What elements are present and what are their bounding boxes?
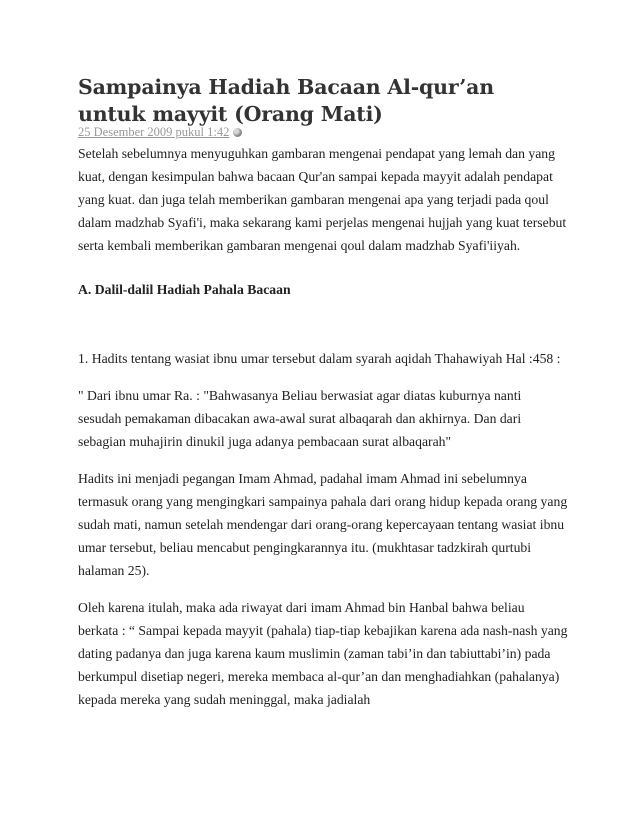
document-page <box>78 74 568 711</box>
quote-paragraph: " Dari ibnu umar Ra. : "Bahwasanya Beliau berwasiat agar diatas kuburnya nanti sesudah pemakaman dibacakan awa-awal surat albaqarah dan akhirnya. Dan dari sebagian muhajirin dinukil juga adanya pembacaan surat albaqarah" <box>78 388 522 449</box>
post-date-link[interactable]: 25 Desember 2009 pukul 1:42 <box>78 125 230 139</box>
article-title: Sampainya Hadiah Bacaan Al-qur’an untuk mayyit (Orang Mati) <box>78 75 494 126</box>
section-heading: A. Dalil-dalil Hadiah Pahala Bacaan <box>78 282 291 297</box>
imam-ahmad-riwayat-paragraph: Oleh karena itulah, maka ada riwayat dari imam Ahmad bin Hanbal bahwa beliau berkata : “ Sampai kepada mayyit (pahala) tiap-tiap kebajikan karena ada nash-nash yang dating padanya dan juga karena kaum muslimin (zaman tabi’in dan tabiuttabi’in) pada berkumpul disetiap negeri, mereka membaca al-qur’an dan menghadiahkan (pahalanya) kepada mereka yang sudah meninggal, maka jadialah <box>78 600 568 707</box>
point-1-paragraph: 1. Hadits tentang wasiat ibnu umar tersebut dalam syarah aqidah Thahawiyah Hal :458 : <box>78 351 561 366</box>
globe-icon <box>233 128 242 137</box>
imam-ahmad-paragraph: Hadits ini menjadi pegangan Imam Ahmad, padahal imam Ahmad ini sebelumnya termasuk orang yang mengingkari sampainya pahala dari orang hidup kepada orang yang sudah mati, namun setelah mendengar dari orang-orang kepercayaan tentang wasiat ibnu umar tersebut, beliau mencabut pengingkarannya itu. (mukhtasar tadzkirah qurtubi halaman 25). <box>78 471 568 578</box>
intro-paragraph: Setelah sebelumnya menyuguhkan gambaran mengenai pendapat yang lemah dan yang kuat, dengan kesimpulan bahwa bacaan Qur'an sampai kepada mayyit adalah pendapat yang kuat. dan juga telah memberikan gambaran mengenai apa yang terjadi pada qoul dalam madzhab Syafi'i, maka sekarang kami perjelas mengenai hujjah yang kuat tersebut serta kembali memberikan gambaran mengenai qoul dalam madzhab Syafi'iiyah. <box>78 146 567 253</box>
